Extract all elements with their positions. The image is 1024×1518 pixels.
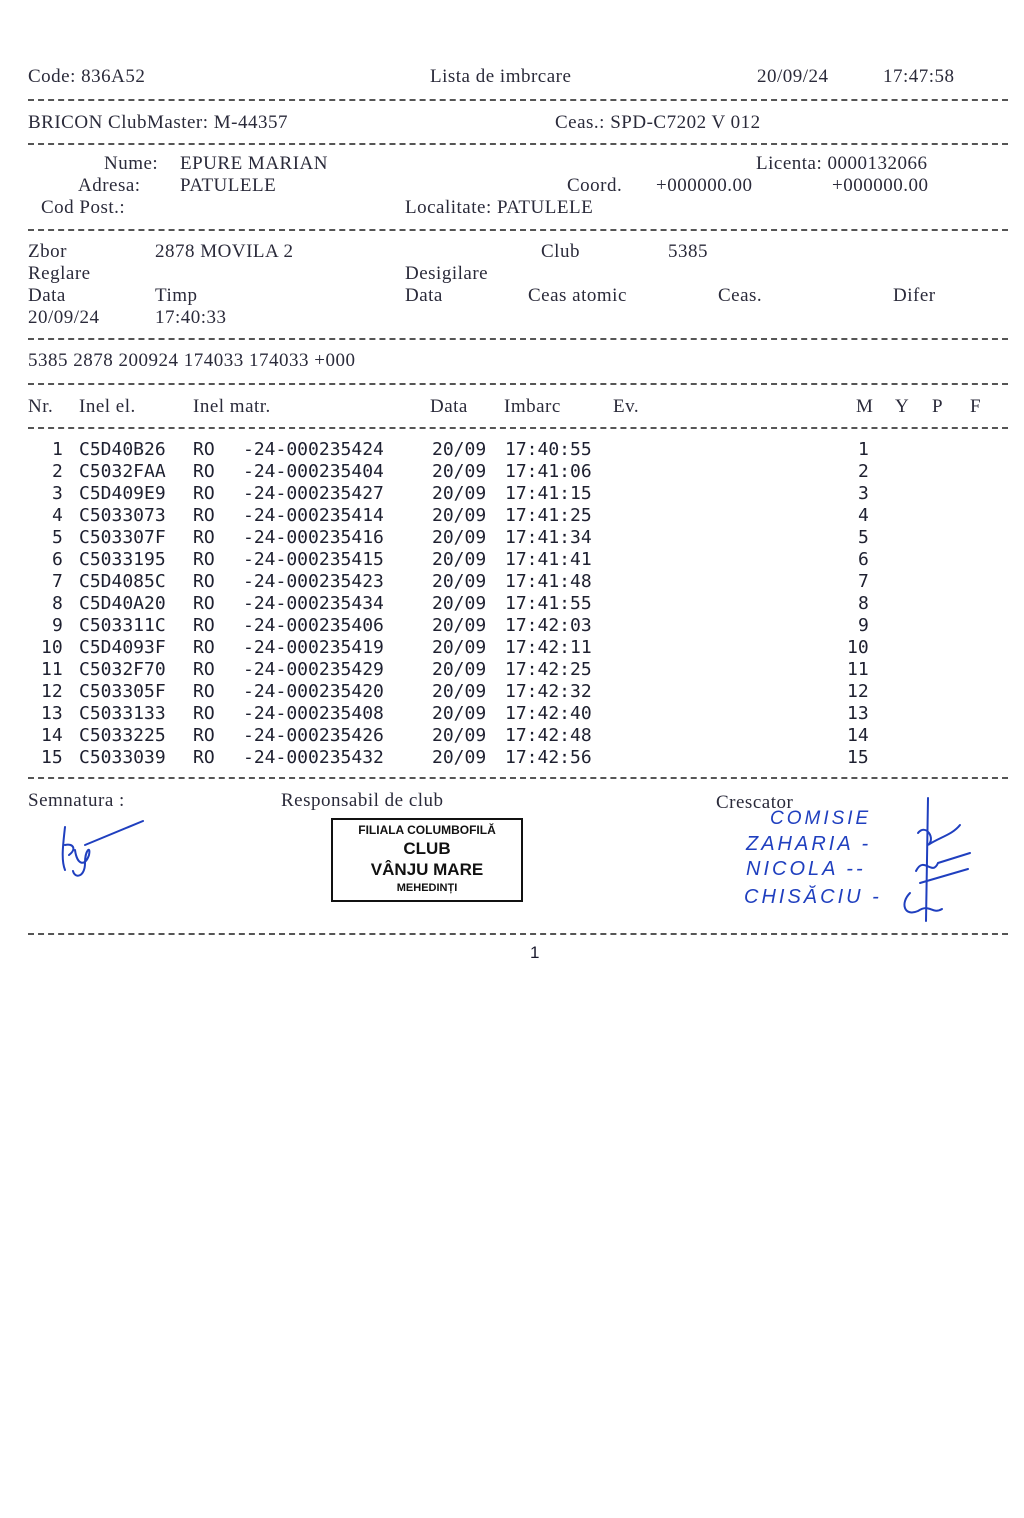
- row-inel-matr: -24-000235432: [243, 747, 384, 768]
- row-inel-matr: -24-000235408: [243, 703, 384, 724]
- row-date: 20/09: [432, 527, 487, 548]
- row-time: 17:42:40: [505, 703, 592, 724]
- row-nr: 14: [41, 725, 63, 746]
- row-m: 5: [858, 527, 869, 548]
- row-time: 17:42:56: [505, 747, 592, 768]
- stamp-line-3: VÂNJU MARE: [370, 860, 484, 879]
- row-inel-matr: -24-000235434: [243, 593, 384, 614]
- divider: [28, 99, 1008, 101]
- col-header-inel-el: Inel el.: [79, 396, 136, 417]
- name-label: Nume:: [104, 153, 159, 174]
- row-m: 4: [858, 505, 869, 526]
- row-country: RO: [193, 703, 215, 724]
- row-inel-matr: -24-000235424: [243, 439, 384, 460]
- table-row: [28, 747, 1008, 769]
- col-header-f: F: [970, 396, 982, 417]
- row-inel-matr: -24-000235419: [243, 637, 384, 658]
- row-inel-el: C5D4093F: [79, 637, 166, 658]
- row-date: 20/09: [432, 703, 487, 724]
- handwritten-member-3: CHISĂCIU -: [744, 886, 882, 908]
- header-time: 17:47:58: [883, 66, 955, 87]
- row-m: 14: [847, 725, 869, 746]
- row-country: RO: [193, 505, 215, 526]
- row-inel-matr: -24-000235427: [243, 483, 384, 504]
- coord-y: +000000.00: [832, 175, 929, 196]
- row-inel-el: C5033073: [79, 505, 166, 526]
- row-country: RO: [193, 439, 215, 460]
- desigilare-date-label: Data: [405, 285, 443, 306]
- row-nr: 2: [52, 461, 63, 482]
- col-header-p: P: [932, 396, 944, 417]
- reglare-time-label: Timp: [155, 285, 198, 306]
- row-inel-el: C503311C: [79, 615, 166, 636]
- row-country: RO: [193, 593, 215, 614]
- code-label: Code: 836A52: [28, 66, 146, 87]
- row-time: 17:42:48: [505, 725, 592, 746]
- club-stamp: [331, 818, 523, 902]
- table-row: [28, 681, 1008, 703]
- clock-label: Ceas.: [718, 285, 763, 306]
- row-m: 8: [858, 593, 869, 614]
- row-time: 17:41:34: [505, 527, 592, 548]
- row-nr: 1: [52, 439, 63, 460]
- clubmaster-id: BRICON ClubMaster: M-44357: [28, 112, 288, 133]
- flight-value: 2878 MOVILA 2: [155, 241, 294, 262]
- row-time: 17:42:25: [505, 659, 592, 680]
- row-inel-el: C503307F: [79, 527, 166, 548]
- row-m: 3: [858, 483, 869, 504]
- address-label: Adresa:: [78, 175, 141, 196]
- handwritten-member-2: NICOLA --: [746, 858, 866, 880]
- col-header-ev: Ev.: [613, 396, 640, 417]
- row-inel-el: C503305F: [79, 681, 166, 702]
- row-inel-el: C5D4085C: [79, 571, 166, 592]
- row-nr: 10: [41, 637, 63, 658]
- summary-line: 5385 2878 200924 174033 174033 +000: [28, 350, 356, 371]
- row-inel-matr: -24-000235406: [243, 615, 384, 636]
- document-title: Lista de imbrcare: [430, 66, 572, 87]
- row-country: RO: [193, 659, 215, 680]
- table-row: [28, 461, 1008, 483]
- owner-address: PATULELE: [180, 175, 277, 196]
- table-row: [28, 659, 1008, 681]
- row-nr: 12: [41, 681, 63, 702]
- row-date: 20/09: [432, 681, 487, 702]
- row-time: 17:42:03: [505, 615, 592, 636]
- row-m: 7: [858, 571, 869, 592]
- row-inel-el: C5D40A20: [79, 593, 166, 614]
- row-country: RO: [193, 549, 215, 570]
- stamp-line-4: MEHEDINȚI: [396, 882, 458, 894]
- table-row: [28, 483, 1008, 505]
- stamp-line-1: FILIALA COLUMBOFILĂ: [358, 823, 496, 837]
- header-date: 20/09/24: [757, 66, 829, 87]
- row-inel-matr: -24-000235429: [243, 659, 384, 680]
- row-date: 20/09: [432, 747, 487, 768]
- reglare-time: 17:40:33: [155, 307, 227, 328]
- owner-name: EPURE MARIAN: [180, 153, 328, 174]
- row-inel-matr: -24-000235426: [243, 725, 384, 746]
- row-country: RO: [193, 527, 215, 548]
- table-row: [28, 637, 1008, 659]
- club-responsible-label: Responsabil de club: [281, 790, 444, 811]
- row-date: 20/09: [432, 483, 487, 504]
- row-date: 20/09: [432, 615, 487, 636]
- row-time: 17:41:25: [505, 505, 592, 526]
- row-inel-el: C5032FAA: [79, 461, 166, 482]
- row-m: 2: [858, 461, 869, 482]
- postcode-label: Cod Post.:: [41, 197, 126, 218]
- row-m: 12: [847, 681, 869, 702]
- breeder-label: Crescator: [716, 792, 794, 813]
- row-date: 20/09: [432, 439, 487, 460]
- row-inel-matr: -24-000235420: [243, 681, 384, 702]
- row-nr: 7: [52, 571, 63, 592]
- row-inel-el: C5033039: [79, 747, 166, 768]
- row-country: RO: [193, 461, 215, 482]
- row-time: 17:41:06: [505, 461, 592, 482]
- row-inel-el: C5032F70: [79, 659, 166, 680]
- table-row: [28, 549, 1008, 571]
- table-row: [28, 505, 1008, 527]
- row-country: RO: [193, 483, 215, 504]
- commission-signatures: [880, 793, 980, 923]
- row-nr: 8: [52, 593, 63, 614]
- row-date: 20/09: [432, 505, 487, 526]
- row-inel-matr: -24-000235404: [243, 461, 384, 482]
- row-nr: 4: [52, 505, 63, 526]
- row-inel-el: C5033225: [79, 725, 166, 746]
- row-date: 20/09: [432, 549, 487, 570]
- table-row: [28, 593, 1008, 615]
- row-time: 17:41:41: [505, 549, 592, 570]
- divider: [28, 777, 1008, 779]
- row-inel-matr: -24-000235415: [243, 549, 384, 570]
- row-time: 17:40:55: [505, 439, 592, 460]
- col-header-inel-matr: Inel matr.: [193, 396, 271, 417]
- club-label: Club: [541, 241, 580, 262]
- flight-label: Zbor: [28, 241, 67, 262]
- row-nr: 13: [41, 703, 63, 724]
- col-header-imbarc: Imbarc: [504, 396, 561, 417]
- locality: Localitate: PATULELE: [405, 197, 594, 218]
- col-header-nr: Nr.: [28, 396, 54, 417]
- row-date: 20/09: [432, 659, 487, 680]
- row-date: 20/09: [432, 571, 487, 592]
- row-nr: 9: [52, 615, 63, 636]
- row-country: RO: [193, 571, 215, 592]
- row-m: 11: [847, 659, 869, 680]
- row-country: RO: [193, 637, 215, 658]
- coord-label: Coord.: [567, 175, 623, 196]
- row-inel-el: C5D40B26: [79, 439, 166, 460]
- license-number: Licenta: 0000132066: [756, 153, 928, 174]
- table-row: [28, 527, 1008, 549]
- reglare-date-label: Data: [28, 285, 66, 306]
- col-header-data: Data: [430, 396, 468, 417]
- row-time: 17:41:15: [505, 483, 592, 504]
- row-inel-matr: -24-000235414: [243, 505, 384, 526]
- row-inel-matr: -24-000235423: [243, 571, 384, 592]
- reglare-date: 20/09/24: [28, 307, 100, 328]
- row-nr: 6: [52, 549, 63, 570]
- coord-x: +000000.00: [656, 175, 753, 196]
- table-row: [28, 571, 1008, 593]
- row-time: 17:42:11: [505, 637, 592, 658]
- row-nr: 5: [52, 527, 63, 548]
- stamp-line-2: CLUB: [403, 839, 451, 858]
- clock-id: Ceas.: SPD-C7202 V 012: [555, 112, 761, 133]
- table-row: [28, 439, 1008, 461]
- col-header-m: M: [856, 396, 874, 417]
- divider: [28, 933, 1008, 935]
- divider: [28, 427, 1008, 429]
- divider: [28, 143, 1008, 145]
- row-m: 1: [858, 439, 869, 460]
- row-time: 17:41:55: [505, 593, 592, 614]
- row-date: 20/09: [432, 593, 487, 614]
- row-country: RO: [193, 747, 215, 768]
- reglare-label: Reglare: [28, 263, 91, 284]
- handwritten-member-1: ZAHARIA -: [746, 833, 872, 855]
- row-time: 17:42:32: [505, 681, 592, 702]
- row-date: 20/09: [432, 461, 487, 482]
- row-m: 10: [847, 637, 869, 658]
- atomic-clock-label: Ceas atomic: [528, 285, 627, 306]
- desigilare-label: Desigilare: [405, 263, 489, 284]
- row-country: RO: [193, 615, 215, 636]
- row-nr: 11: [41, 659, 63, 680]
- row-nr: 3: [52, 483, 63, 504]
- handwritten-commission: COMISIE: [770, 808, 872, 829]
- table-row: [28, 703, 1008, 725]
- row-time: 17:41:48: [505, 571, 592, 592]
- row-m: 9: [858, 615, 869, 636]
- difference-label: Difer: [893, 285, 936, 306]
- row-inel-el: C5033133: [79, 703, 166, 724]
- row-date: 20/09: [432, 637, 487, 658]
- row-inel-el: C5033195: [79, 549, 166, 570]
- divider: [28, 383, 1008, 385]
- page-number: 1: [530, 943, 540, 962]
- signature-scribble: [55, 815, 155, 885]
- row-country: RO: [193, 681, 215, 702]
- row-m: 6: [858, 549, 869, 570]
- divider: [28, 338, 1008, 340]
- signature-label: Semnatura :: [28, 790, 125, 811]
- row-nr: 15: [41, 747, 63, 768]
- row-m: 13: [847, 703, 869, 724]
- row-m: 15: [847, 747, 869, 768]
- divider: [28, 229, 1008, 231]
- club-value: 5385: [668, 241, 708, 262]
- row-date: 20/09: [432, 725, 487, 746]
- table-row: [28, 725, 1008, 747]
- table-row: [28, 615, 1008, 637]
- row-inel-matr: -24-000235416: [243, 527, 384, 548]
- col-header-y: Y: [895, 396, 910, 417]
- row-inel-el: C5D409E9: [79, 483, 166, 504]
- row-country: RO: [193, 725, 215, 746]
